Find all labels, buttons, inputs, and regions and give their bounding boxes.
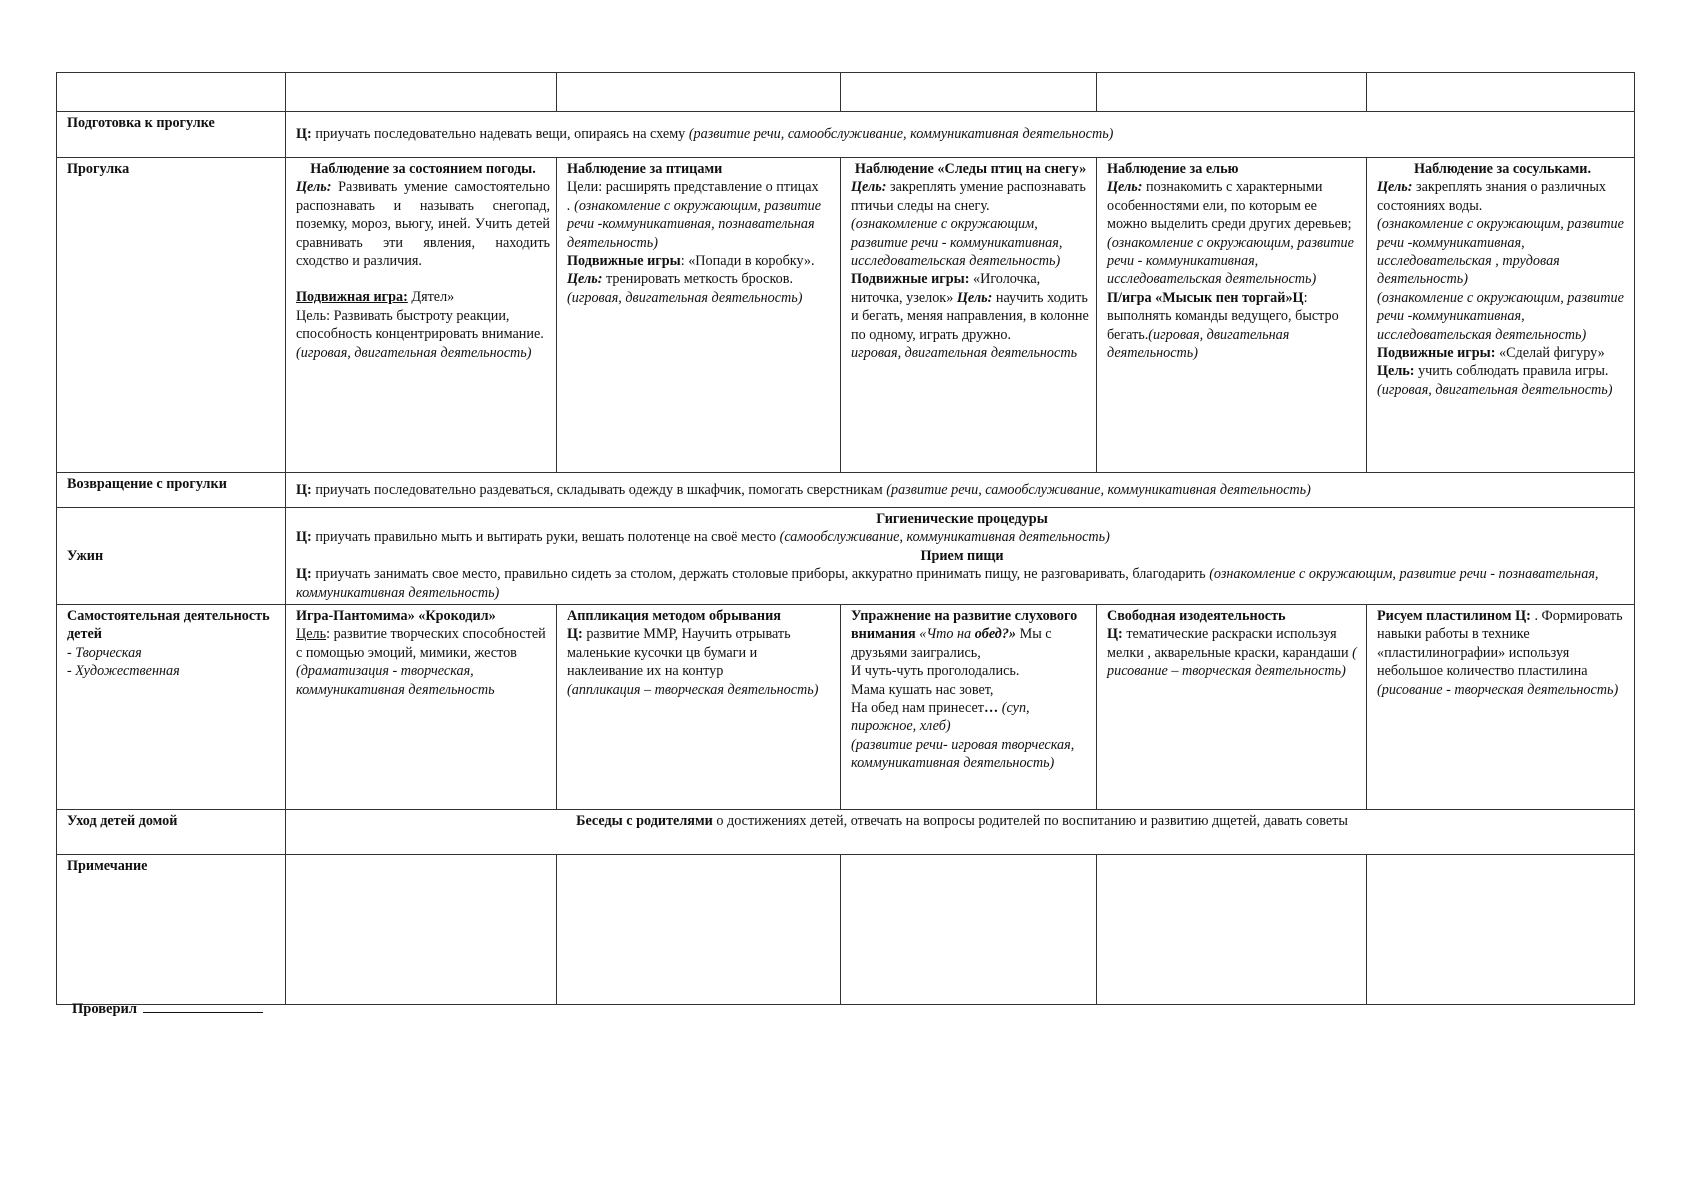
activity-game: Подвижные игры: «Иголочка, ниточка, узелок» Цель: научить ходить и бегать, меняя направления, в колонне по одному, играть дружно. [851, 271, 1089, 343]
poem-line: Мама кушать нас зовет, [851, 681, 994, 698]
activity-title: Игра-Пантомима» «Крокодил» [296, 608, 496, 625]
going-home-content: Беседы с родителями о достижениях детей, отвечать на вопросы родителей по воспитанию и развитию дщетей, давать советы [286, 810, 1635, 855]
activity-game: П/игра «Мысык пен торгай»Ц: выполнять команды ведущего, быстро бегать.(игровая, двигательная деятельность) [1107, 289, 1339, 362]
section-title: Прием пищи [920, 547, 1004, 564]
indep-cell-listening [841, 605, 1097, 810]
walk-cell-tracks [841, 158, 1097, 473]
activity-goal: Цель: закреплять знания о различных состояниях воды. [1377, 179, 1607, 214]
activity-note: (драматизация - творческая, коммуникативная деятельность [296, 663, 495, 698]
walk-row [57, 158, 1635, 473]
activity-game-goal: Цель: тренировать меткость бросков. [567, 271, 793, 288]
activity-note: игровая, двигательная деятельность [851, 345, 1078, 362]
meal-goal: Ц: приучать занимать свое место, правильно сидеть за столом, держать столовые приборы, аккуратно принимать пищу, не разговаривать, благодарить (ознакомление с окружающим, развитие речи - познавательная, коммуникативная деятельность) [296, 566, 1599, 601]
activity-note: (ознакомление с окружающим, развитие речи -коммуникативная, исследовательская деятельность) [1377, 289, 1624, 343]
activity-goal: Цель: Развивать умение самостоятельно распознавать и называть снегопад, поземку, мороз, вьюгу, иней. Учить детей сравнивать эти явления, находить сходство и различия. [296, 179, 550, 270]
walk-cell-birds [557, 158, 841, 473]
activity-title: Аппликация методом обрывания [567, 608, 781, 625]
poem-line: На обед нам принесет… (суп, пирожное, хлеб) [851, 700, 1030, 735]
checked-by-signature [72, 998, 263, 1018]
section-title: Гигиенические процедуры [876, 511, 1048, 527]
activity-title: Свободная изодеятельность [1107, 608, 1286, 625]
notes-cell [1367, 855, 1635, 1005]
activity-title: Наблюдение за елью [1107, 161, 1239, 177]
activity-game: Подвижная игра: Дятел» [296, 289, 455, 306]
signature-line [143, 998, 263, 1013]
activity-game: Подвижные игры: «Сделай фигуру» Цель: учить соблюдать правила игры. [1377, 345, 1609, 380]
activity-note: (ознакомление с окружающим, развитие речи - коммуникативная, исследовательская деятельность) [851, 216, 1063, 270]
row-sublabel: - Творческая [67, 644, 142, 661]
activity-title: Наблюдение за сосульками. [1413, 161, 1591, 177]
header-cell [1367, 73, 1635, 112]
indep-cell-pantomime [286, 605, 557, 810]
activity-note: (игровая, двигательная деятельность) [1377, 381, 1613, 398]
checked-label: Проверил [72, 1001, 138, 1017]
going-home-row [57, 810, 1635, 855]
row-label: Самостоятельная деятельность детей [67, 608, 270, 643]
activity-goal: Цель: закреплять умение распознавать птичьи следы на снегу. [851, 179, 1086, 214]
activity-title: Наблюдение за птицами [567, 161, 723, 177]
plan-sheet [56, 72, 1634, 1005]
activity-game: Подвижные игры: «Попади в коробку». [567, 253, 815, 270]
activity-note: (аппликация – творческая деятельность) [567, 681, 819, 698]
row-label: Уход детей домой [57, 810, 286, 855]
activity-title: Наблюдение «Следы птиц на снегу» [854, 161, 1087, 177]
walk-cell-icicles [1367, 158, 1635, 473]
row-label: Примечание [57, 855, 286, 1005]
activity-goal: Ц: развитие ММР, Научить отрывать маленькие кусочки цв бумаги и наклеивание их на контур [567, 626, 791, 680]
header-row [57, 73, 1635, 112]
poem-line: И чуть-чуть проголодались. [851, 663, 1020, 680]
activity-note: (ознакомление с окружающим, развитие речи - коммуникативная, исследовательская деятельность) [1107, 234, 1354, 288]
return-row [57, 473, 1635, 508]
header-cell [841, 73, 1097, 112]
row-label: Ужин [57, 508, 286, 605]
notes-row [57, 855, 1635, 1005]
walk-cell-weather [286, 158, 557, 473]
activity-note: (ознакомление с окружающим, развитие речи -коммуникативная, исследовательская , трудовая деятельность) [1377, 216, 1624, 288]
independent-activity-row [57, 605, 1635, 810]
daily-plan-table [56, 72, 1635, 1005]
indep-cell-plasticine [1367, 605, 1635, 810]
supper-row [57, 508, 1635, 605]
notes-cell [1097, 855, 1367, 1005]
walk-cell-spruce [1097, 158, 1367, 473]
hygiene-goal: Ц: приучать правильно мыть и вытирать руки, вешать полотенце на своё место (самообслуживание, коммуникативная деятельность) [296, 529, 1110, 546]
row-label: Прогулка [57, 158, 286, 473]
activity-note: . (ознакомление с окружающим, развитие речи -коммуникативная, познавательная деятельность) [567, 197, 822, 251]
activity-title: Упражнение на развитие слухового внимания «Что на обед?» Мы с друзьями заигрались, [851, 608, 1078, 661]
activity-goal: Рисуем пластилином Ц: . Формировать навыки работы в технике «пластилинографии» используя небольшое количество пластилина (рисование - творческая деятельность) [1377, 608, 1623, 698]
row-label: Возвращение с прогулки [57, 473, 286, 508]
activity-goal: Цель: развитие творческих способностей с помощью эмоций, мимики, жестов [296, 626, 546, 661]
activity-note: (игровая, двигательная деятельность) [567, 289, 803, 306]
header-cell [557, 73, 841, 112]
walk-prep-row [57, 112, 1635, 158]
header-cell [286, 73, 557, 112]
row-label-cell [57, 605, 286, 810]
indep-cell-drawing [1097, 605, 1367, 810]
activity-title: Наблюдение за состоянием погоды. [310, 161, 536, 177]
supper-content [286, 508, 1635, 605]
activity-note: (игровая, двигательная деятельность) [296, 344, 532, 361]
header-cell [57, 73, 286, 112]
notes-cell [557, 855, 841, 1005]
indep-cell-applique [557, 605, 841, 810]
notes-cell [841, 855, 1097, 1005]
activity-game-goal: Цель: Развивать быстроту реакции, способность концентрировать внимание. [296, 307, 544, 343]
row-label: Подготовка к прогулке [57, 112, 286, 158]
notes-cell [286, 855, 557, 1005]
activity-goal: Ц: тематические раскраски используя мелки , акварельные краски, карандаши ( рисование – творческая деятельность) [1107, 626, 1357, 680]
walk-prep-goal: Ц: приучать последовательно надевать вещи, опираясь на схему (развитие речи, самообслуживание, коммуникативная деятельность) [286, 112, 1635, 158]
activity-goal: Цели: расширять представление о птицах [567, 179, 819, 196]
activity-goal: Цель: познакомить с характерными особенностями ели, по которым ее можно выделить среди других деревьев; [1107, 179, 1352, 233]
return-goal: Ц: приучать последовательно раздеваться, складывать одежду в шкафчик, помогать сверстникам (развитие речи, самообслуживание, коммуникативная деятельность) [286, 473, 1635, 508]
row-sublabel: - Художественная [67, 663, 180, 680]
activity-note: (развитие речи- игровая творческая, коммуникативная деятельность) [851, 736, 1075, 772]
header-cell [1097, 73, 1367, 112]
